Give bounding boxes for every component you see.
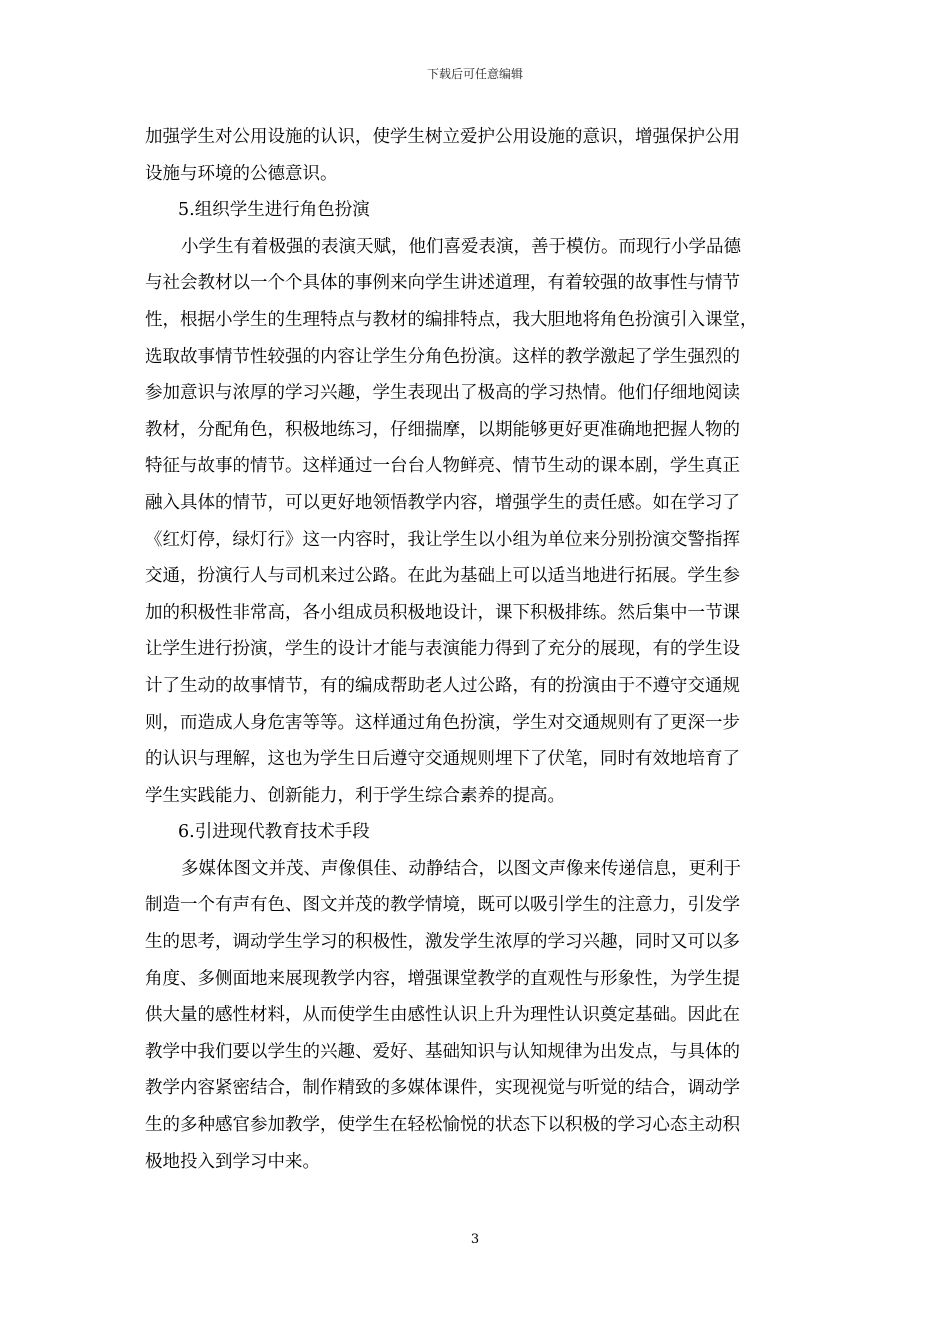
document-body <box>145 119 805 1180</box>
text-line: 极地投入到学习中来。 <box>145 1151 320 1172</box>
text-line: 生的思考，调动学生学习的积极性，激发学生浓厚的学习兴趣，同时又可以多 <box>145 932 740 953</box>
text-line: 的认识与理解，这也为学生日后遵守交通规则埋下了伏笔，同时有效地培育了 <box>145 749 740 770</box>
page-number: 3 <box>470 1232 480 1247</box>
text-line: 让学生进行扮演，学生的设计才能与表演能力得到了充分的展现，有的学生设 <box>145 639 740 660</box>
text-line: 生的多种感官参加教学，使学生在轻松愉悦的状态下以积极的学习心态主动积 <box>145 1115 740 1136</box>
text-line: 融入具体的情节，可以更好地领悟教学内容，增强学生的责任感。如在学习了 <box>145 492 740 513</box>
text-line: 加的积极性非常高，各小组成员积极地设计，课下积极排练。然后集中一节课 <box>145 602 740 623</box>
text-line: 教学内容紧密结合，制作精致的多媒体课件，实现视觉与听觉的结合，调动学 <box>145 1078 740 1099</box>
text-line: 性，根据小学生的生理特点与教材的编排特点，我大胆地将角色扮演引入课堂， <box>145 309 758 330</box>
paragraph-start-line: 小学生有着极强的表演天赋，他们喜爱表演，善于模仿。而现行小学品德 <box>181 236 741 257</box>
text-line: 供大量的感性材料，从而使学生由感性认识上升为理性认识奠定基础。因此在 <box>145 1005 740 1026</box>
text-line: 《红灯停，绿灯行》这一内容时，我让学生以小组为单位来分别扮演交警指挥 <box>145 529 740 550</box>
page-header: 下载后可任意编辑 <box>426 67 523 81</box>
text-line: 特征与故事的情节。这样通过一台台人物鲜亮、情节生动的课本剧，学生真正 <box>145 456 740 477</box>
section-heading: 6.引进现代教育技术手段 <box>178 822 370 843</box>
text-line: 计了生动的故事情节，有的编成帮助老人过公路，有的扮演由于不遵守交通规 <box>145 675 740 696</box>
text-line: 制造一个有声有色、图文并茂的教学情境，既可以吸引学生的注意力，引发学 <box>145 895 740 916</box>
text-line: 选取故事情节性较强的内容让学生分角色扮演。这样的教学激起了学生强烈的 <box>145 346 740 367</box>
text-line: 则，而造成人身危害等等。这样通过角色扮演，学生对交通规则有了更深一步 <box>145 712 740 733</box>
text-line: 与社会教材以一个个具体的事例来向学生讲述道理，有着较强的故事性与情节 <box>145 273 740 294</box>
text-line: 角度、多侧面地来展现教学内容，增强课堂教学的直观性与形象性，为学生提 <box>145 968 740 989</box>
paragraph-start-line: 多媒体图文并茂、声像俱佳、动静结合，以图文声像来传递信息，更利于 <box>181 858 741 879</box>
text-line: 学生实践能力、创新能力，利于学生综合素养的提高。 <box>145 785 565 806</box>
section-heading: 5.组织学生进行角色扮演 <box>178 200 370 221</box>
text-line: 参加意识与浓厚的学习兴趣，学生表现出了极高的学习热情。他们仔细地阅读 <box>145 383 740 404</box>
text-line: 教学中我们要以学生的兴趣、爱好、基础知识与认知规律为出发点，与具体的 <box>145 1041 740 1062</box>
text-line: 加强学生对公用设施的认识，使学生树立爱护公用设施的意识，增强保护公用 <box>145 127 740 147</box>
text-line: 交通，扮演行人与司机来过公路。在此为基础上可以适当地进行拓展。学生参 <box>145 566 740 587</box>
text-line: 设施与环境的公德意识。 <box>145 163 338 184</box>
text-line: 教材，分配角色，积极地练习，仔细揣摩，以期能够更好更准确地把握人物的 <box>145 419 740 440</box>
